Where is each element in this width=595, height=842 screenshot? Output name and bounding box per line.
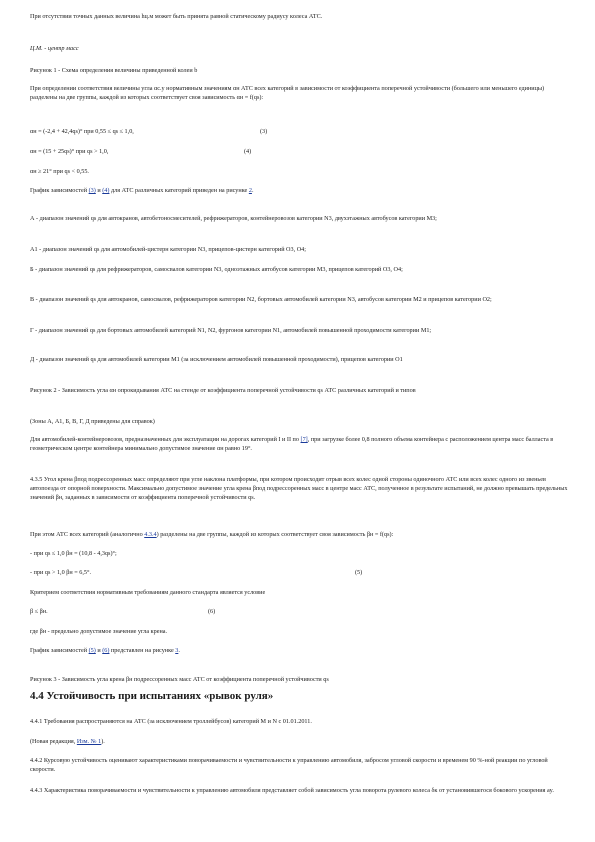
- formula-6-number: (6): [208, 608, 216, 615]
- text: представлен на рисунке: [109, 647, 176, 654]
- formula-5b-text: - при qs > 1,0 βн = 6,5°.: [30, 569, 92, 576]
- text: , при загрузке более 0,8 полного объема контейнера с расположением центра масс балласта в геометрическом центре контейнера минимально допустимое значение αн равно 19°.: [30, 436, 554, 452]
- formula-5-number: (5): [355, 569, 363, 576]
- paragraph-groups-beta: [30, 530, 570, 539]
- legend-zone-v: В - диапазон значений qs для автокранов, самосвалов, рефрижераторов категории N2, бортовых автомобилей категории N3, автобусов категории M2 и прицепов категории O2;: [30, 296, 492, 303]
- link-4-3-4[interactable]: 4.3.4: [144, 531, 157, 538]
- paragraph-container-trucks: [30, 435, 570, 453]
- legend-zone-a1: А1 - диапазон значений qs для автомобилей-цистерн категории N3, прицепов-цистерн категорий O3, O4;: [30, 246, 306, 253]
- formula-4-number: (4): [244, 148, 252, 155]
- link-formula-3[interactable]: (3): [88, 187, 96, 194]
- text: ).: [101, 738, 105, 745]
- text: .: [251, 187, 254, 194]
- text: и: [95, 647, 103, 654]
- formula-3: [30, 127, 570, 136]
- legend-zone-g: Г - диапазон значений qs для бортовых автомобилей категорий N1, N2, фургонов категории N1, автомобилей повышенной проходимости категории M1;: [30, 327, 432, 334]
- figure-3-caption: Рисунок 3 - Зависимость угла крена βн подрессоренных масс АТС от коэффициента поперечной устойчивости qs: [30, 676, 329, 683]
- text: (Новая редакция,: [30, 738, 77, 745]
- formula-6-text: β ≤ βн.: [30, 608, 48, 615]
- text: График зависимостей: [30, 647, 89, 654]
- text: для АТС различных категорий приведен на рисунке: [109, 187, 249, 194]
- amendment-note: [30, 737, 570, 746]
- paragraph-beta-limit: где βн - предельно допустимое значение угла крена.: [30, 628, 168, 635]
- link-figure-2[interactable]: 2: [248, 187, 252, 194]
- paragraph-groups: При определении соответствия величины угла αc.у нормативным значениям αн АТС всех категорий в зависимости от коэффициента поперечной устойчивости (большего или меньшего единицы) разделены на две группы, каждой из которых соответствует своя зависимость αн = f(qs):: [30, 85, 545, 101]
- formula-3-number: (3): [260, 128, 268, 135]
- formula-5a: - при qs ≤ 1,0 βн = (10,8 - 4,3qs)°;: [30, 550, 117, 557]
- paragraph-static-radius: При отсутствии точных данных величина hц.м может быть принята равной статическому радиусу колеса АТС.: [30, 13, 323, 20]
- formula-4: [30, 147, 570, 156]
- link-formula-4[interactable]: (4): [102, 187, 110, 194]
- legend-zone-d: Д - диапазон значений qs для автомобилей категории M1 (за исключением автомобилей повышенной проходимости), прицепов категории O1: [30, 356, 403, 363]
- formula-5b: [30, 568, 570, 577]
- figure-legend-center-of-mass: [30, 44, 570, 53]
- legend-zone-a: А - диапазон значений qs для автокранов, автобетоносмесителей, рефрижераторов, контейнеровозов категории N3, двухэтажных автобусов категории M3;: [30, 215, 437, 222]
- legend-text: Ц.М. - центр масс: [30, 45, 79, 52]
- section-4-4-3: 4.4.3 Характеристика поворачиваемости и чувствительности к управлению автомобиля представляет собой зависимость угла поворота рулевого колеса δк от установившегося бокового ускорения ay.: [30, 787, 554, 794]
- link-figure-3[interactable]: 3: [175, 647, 179, 654]
- paragraph-graph-ref-2: [30, 186, 570, 195]
- paragraph-criterion: Критерием соответствия нормативным требованиям данного стандарта является условие: [30, 589, 266, 596]
- zones-note: (Зоны А, А1, Б, В, Г, Д приведены для справок): [30, 418, 155, 425]
- text: При этом АТС всех категорий (аналогично: [30, 531, 145, 538]
- formula-6: [30, 607, 570, 616]
- text: График зависимостей: [30, 187, 89, 194]
- figure-2-caption: Рисунок 2 - Зависимость угла αн опрокидывания АТС на стенде от коэффициента поперечной устойчивости qs АТС различных категорий и типов: [30, 387, 416, 394]
- link-amendment-1[interactable]: Изм. № 1: [76, 738, 102, 745]
- formula-4-text: αн = (15 + 25qs)° при qs > 1,0,: [30, 148, 109, 155]
- formula-3-text: αн = (-2,4 + 42,4qs)° при 0,55 ≤ qs ≤ 1,0,: [30, 128, 134, 135]
- link-formula-6[interactable]: (6): [102, 647, 110, 654]
- section-4-4-1: 4.4.1 Требования распространяются на АТС (за исключением троллейбусов) категорий M и N с 01.01.2011.: [30, 718, 312, 725]
- text: и: [95, 187, 103, 194]
- text: ) разделены на две группы, каждой из которых соответствует своя зависимость βн = f(qs):: [156, 531, 394, 538]
- text: .: [178, 647, 180, 654]
- link-formula-5[interactable]: (5): [88, 647, 96, 654]
- link-ref-7[interactable]: [7]: [300, 436, 308, 443]
- text: Для автомобилей-контейнеровозов, предназначенных для эксплуатации на дорогах категорий I и II по: [30, 436, 301, 443]
- figure-1-caption: Рисунок 1 - Схема определения величины приведенной колеи b: [30, 67, 198, 74]
- section-heading-4-4: 4.4 Устойчивость при испытаниях «рывок руля»: [30, 690, 274, 702]
- paragraph-graph-ref-3: [30, 646, 570, 655]
- formula-limit: αн ≥ 21° при qs < 0,55.: [30, 168, 89, 175]
- legend-zone-b: Б - диапазон значений qs для рефрижераторов, самосвалов категории N3, одноэтажных автобусов категории M3, прицепов категорий O3, O4;: [30, 266, 403, 273]
- section-4-3-5: 4.3.5 Угол крена βпод подрессоренных масс определяют при угле наклона платформы, при котором происходит отрыв всех колес одной стороны одиночного АТС или всех колес одного из звеньев автопоезда от опорной поверхности. Максимально допустимое значение угла крена βпод подрессоренных масс в центре масс АТС, полученное в результате испытаний, не должно превышать предельных значений βн, заданных в зависимости от коэффициента поперечной устойчивости qs.: [30, 476, 568, 501]
- section-4-4-2: 4.4.2 Курсовую устойчивость оценивают характеристиками поворачиваемости и чувствительности к управлению автомобиля, забросом угловой скорости и временем 90 %-ной реакции по угловой скорости.: [30, 757, 548, 773]
